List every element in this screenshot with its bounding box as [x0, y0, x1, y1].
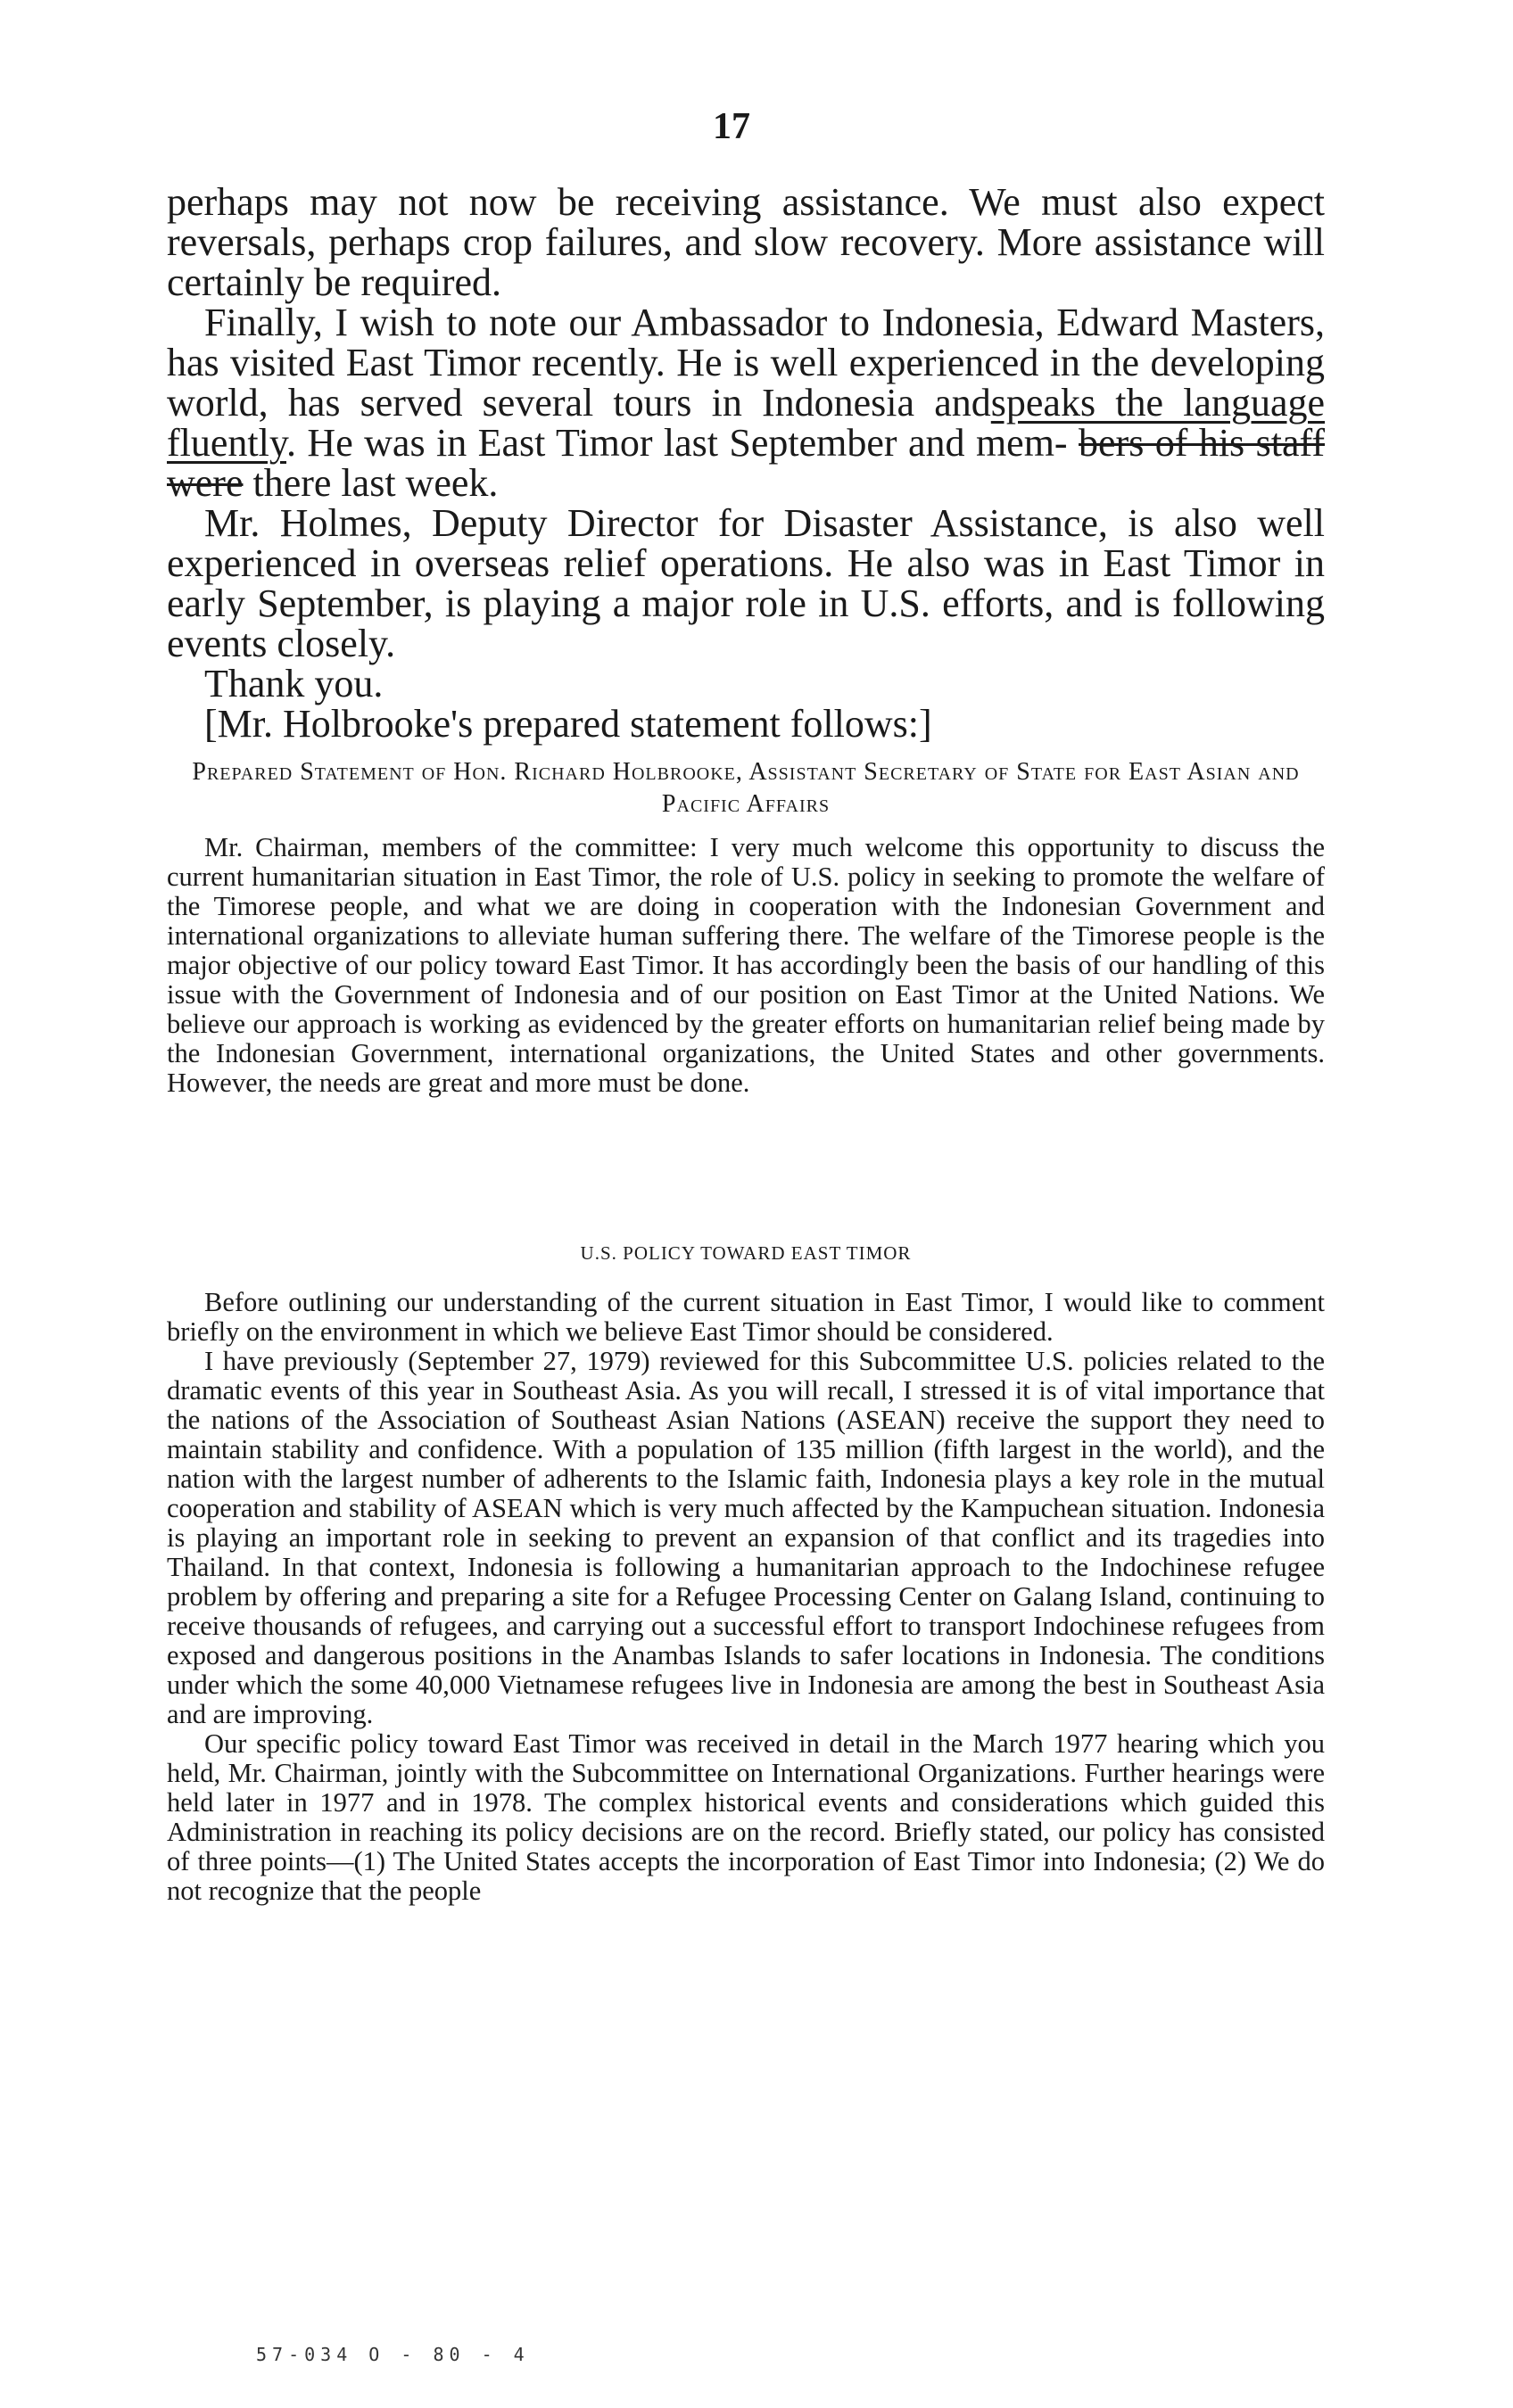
testimony-text	[167, 182, 1325, 744]
statement-heading: Prepared Statement of Hon. Richard Holbrooke, Assistant Secretary of State for East Asian and Pacific Affairs	[192, 758, 1300, 818]
policy-paragraph-1: Before outlining our understanding of the current situation in East Timor, I would like to comment briefly on the environment in which we believe East Timor should be considered.	[167, 1287, 1325, 1347]
paragraph-text: . He was in East Timor last September and mem-	[286, 421, 1068, 465]
paragraph-text: Finally, I wish to note our Ambassador to Indonesia, Edward Masters, has visited East Timor recently. He is well experienced in the developing world, has served several tours in Indonesia and	[167, 301, 1325, 425]
handwritten-strikethrough: bers of his staff were	[167, 421, 1325, 505]
policy-paragraph-2: I have previously (September 27, 1979) reviewed for this Subcommittee U.S. policies related to the dramatic events of this year in Southeast Asia. As you will recall, I stressed it is of vital importance that the nations of the Association of Southeast Asian Nations (ASEAN) receive the support they need to maintain stability and confidence. With a population of 135 million (fifth largest in the world), and the nation with the largest number of adherents to the Islamic faith, Indonesia plays a key role in the mutual cooperation and stability of ASEAN which is very much affected by the Kampuchean situation. Indonesia is playing an important role in seeking to prevent an expansion of that conflict and its tragedies into Thailand. In that context, Indonesia is following a humanitarian approach to the Indochinese refugee problem by offering and preparing a site for a Refugee Processing Center on Galang Island, continuing to receive thousands of refugees, and carrying out a successful effort to transport Indochinese refugees from exposed and dangerous positions in the Anambas Islands to safer locations in Indonesia. The conditions under which the some 40,000 Vietnamese refugees live in Indonesia are among the best in Southeast Asia and are improving.	[167, 1346, 1325, 1729]
paragraph-text: there last week.	[252, 461, 499, 505]
policy-section	[167, 1288, 1325, 1906]
intro-paragraph: Mr. Chairman, members of the committee: I very much welcome this opportunity to discuss the current humanitarian situation in East Timor, the role of U.S. policy in seeking to promote the welfare of the Timorese people, and what we are doing in cooperation with the Indonesian Government and international organizations to alleviate human suffering there. The welfare of the Timorese people is the major objective of our policy toward East Timor. It has accordingly been the basis of our handling of this issue with the Government of Indonesia and of our position on East Timor at the United Nations. We believe our approach is working as evidenced by the greater efforts on humanitarian relief being made by the Indonesian Government, international organizations, the United States and other governments. However, the needs are great and more must be done.	[167, 832, 1325, 1098]
policy-paragraph-3: Our specific policy toward East Timor was received in detail in the March 1977 hearing which you held, Mr. Chairman, jointly with the Subcommittee on International Organizations. Further hearings were held later in 1977 and in 1978. The complex historical events and considerations which guided this Administration in reaching its policy decisions are on the record. Briefly stated, our policy has consisted of three points—(1) The United States accepts the incorporation of East Timor into Indonesia; (2) We do not recognize that the people	[167, 1728, 1325, 1906]
print-code: 57-034 O - 80 - 4	[256, 2344, 530, 2365]
paragraph-ambassador	[167, 302, 1325, 503]
statement-intro	[167, 833, 1325, 1098]
paragraph-holmes: Mr. Holmes, Deputy Director for Disaster Assistance, is also well experienced in overseas relief operations. He also was in East Timor in early September, is playing a major role in U.S. efforts, and is following events closely.	[167, 501, 1325, 665]
paragraph-statement-note: [Mr. Holbrooke's prepared statement follows:]	[204, 702, 932, 746]
paragraph-continuation: perhaps may not now be receiving assistance. We must also expect reversals, perhaps crop failures, and slow recovery. More assistance will certainly be required.	[167, 180, 1325, 304]
page-number: 17	[713, 106, 750, 147]
paragraph-thanks: Thank you.	[204, 662, 384, 705]
handwritten-underline: speaks the language fluently	[167, 381, 1326, 465]
section-heading: U.S. POLICY TOWARD EAST TIMOR	[580, 1242, 912, 1264]
